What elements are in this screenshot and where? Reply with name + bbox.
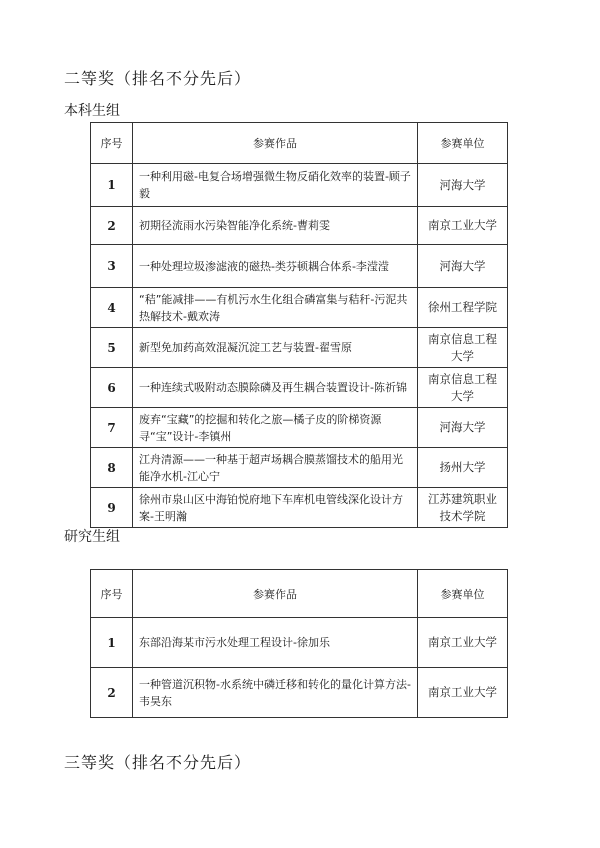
row-unit: 河海大学: [418, 245, 508, 288]
row-work: 新型免加药高效混凝沉淀工艺与装置-翟雪原: [133, 328, 418, 368]
table-row: [91, 328, 508, 368]
row-unit: 南京信息工程大学: [418, 368, 508, 408]
row-work: “秸”能减排——有机污水生化组合磷富集与秸秆-污泥共热解技术-戴欢涛: [133, 288, 418, 328]
row-number: 5: [91, 328, 133, 368]
table-header-row: [91, 123, 508, 164]
header-work: 参赛作品: [133, 570, 418, 618]
undergrad-group-heading: 本科生组: [64, 103, 120, 119]
row-number: 7: [91, 408, 133, 448]
header-unit: 参赛单位: [418, 123, 508, 164]
table-row: [91, 618, 508, 668]
row-number: 9: [91, 488, 133, 528]
row-unit: 南京信息工程大学: [418, 328, 508, 368]
table-row: [91, 488, 508, 528]
row-number: 3: [91, 245, 133, 288]
row-work: 一种连续式吸附动态膜除磷及再生耦合装置设计-陈祈锦: [133, 368, 418, 408]
table-row: [91, 207, 508, 245]
header-no: 序号: [91, 123, 133, 164]
table-row: [91, 668, 508, 718]
row-unit: 河海大学: [418, 408, 508, 448]
row-number: 8: [91, 448, 133, 488]
table-row: [91, 408, 508, 448]
second-prize-heading: 二等奖（排名不分先后）: [64, 69, 252, 88]
row-number: 4: [91, 288, 133, 328]
postgrad-group-heading: 研究生组: [64, 529, 120, 545]
row-work: 东部沿海某市污水处理工程设计-徐加乐: [133, 618, 418, 668]
table-row: [91, 245, 508, 288]
row-work: 一种管道沉积物-水系统中磷迁移和转化的量化计算方法-韦昊东: [133, 668, 418, 718]
table-row: [91, 288, 508, 328]
row-number: 6: [91, 368, 133, 408]
row-work: 一种利用磁-电复合场增强微生物反硝化效率的装置-顾子毅: [133, 164, 418, 207]
table-row: [91, 164, 508, 207]
row-unit: 河海大学: [418, 164, 508, 207]
row-number: 1: [91, 618, 133, 668]
row-number: 2: [91, 207, 133, 245]
header-no: 序号: [91, 570, 133, 618]
postgrad-award-table: [90, 569, 508, 718]
row-work: 初期径流雨水污染智能净化系统-曹莉雯: [133, 207, 418, 245]
third-prize-heading: 三等奖（排名不分先后）: [64, 753, 252, 772]
table-row: [91, 368, 508, 408]
row-number: 1: [91, 164, 133, 207]
header-unit: 参赛单位: [418, 570, 508, 618]
row-work: 江舟清源——一种基于超声场耦合膜蒸馏技术的船用光能净水机-江心宁: [133, 448, 418, 488]
table-header-row: [91, 570, 508, 618]
header-work: 参赛作品: [133, 123, 418, 164]
table-row: [91, 448, 508, 488]
row-work: 一种处理垃圾渗滤液的磁热-类芬顿耦合体系-李滢滢: [133, 245, 418, 288]
row-unit: 南京工业大学: [418, 618, 508, 668]
row-unit: 南京工业大学: [418, 207, 508, 245]
row-unit: 南京工业大学: [418, 668, 508, 718]
row-unit: 徐州工程学院: [418, 288, 508, 328]
row-work: 徐州市泉山区中海铂悦府地下车库机电管线深化设计方案-王明瀚: [133, 488, 418, 528]
row-unit: 扬州大学: [418, 448, 508, 488]
row-unit: 江苏建筑职业技术学院: [418, 488, 508, 528]
row-number: 2: [91, 668, 133, 718]
undergrad-award-table: [90, 122, 508, 528]
row-work: 废弃“宝藏”的挖掘和转化之旅—橘子皮的阶梯资源寻“宝”设计-李镇州: [133, 408, 418, 448]
